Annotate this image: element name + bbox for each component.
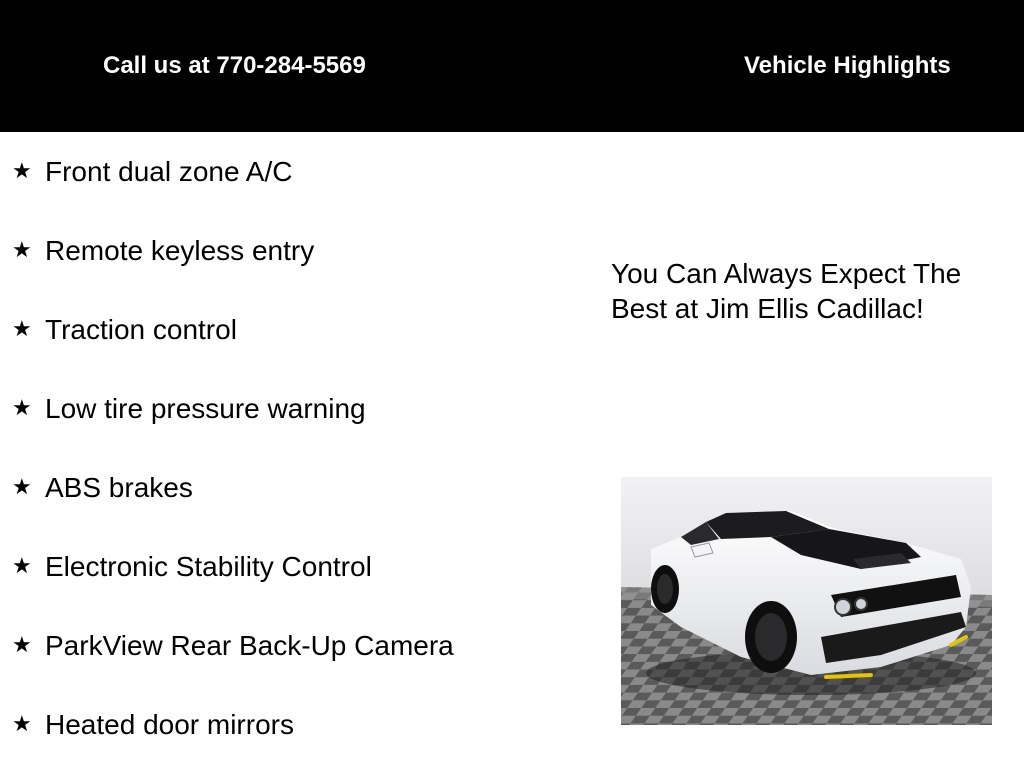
feature-label: ABS brakes — [45, 472, 193, 503]
star-icon: ★ — [12, 158, 32, 183]
star-icon: ★ — [12, 711, 32, 736]
feature-item — [0, 549, 560, 589]
feature-item — [0, 312, 560, 352]
feature-label: Traction control — [45, 314, 237, 345]
feature-label: Low tire pressure warning — [45, 393, 366, 424]
feature-label: Remote keyless entry — [45, 235, 315, 266]
star-icon: ★ — [12, 474, 32, 499]
feature-item — [0, 707, 560, 747]
vehicle-photo — [621, 477, 992, 725]
vehicle-highlights-title: Vehicle Highlights — [744, 52, 951, 79]
phone-number-text[interactable]: Call us at 770-284-5569 — [103, 52, 366, 79]
feature-item — [0, 154, 560, 194]
dealer-tagline: You Can Always Expect The Best at Jim Ellis Cadillac! — [611, 258, 962, 324]
vehicle-photo-illustration — [621, 477, 992, 725]
feature-item — [0, 391, 560, 431]
star-icon: ★ — [12, 395, 32, 420]
star-icon: ★ — [12, 316, 32, 341]
star-icon: ★ — [12, 553, 32, 578]
feature-label: Heated door mirrors — [45, 709, 294, 740]
feature-label: Electronic Stability Control — [45, 551, 372, 582]
feature-label: Front dual zone A/C — [45, 156, 293, 187]
header-bar — [0, 0, 1024, 132]
star-icon: ★ — [12, 237, 32, 262]
feature-label: ParkView Rear Back-Up Camera — [45, 630, 454, 661]
feature-item — [0, 628, 560, 668]
feature-item — [0, 470, 560, 510]
feature-item — [0, 233, 560, 273]
star-icon: ★ — [12, 632, 32, 657]
